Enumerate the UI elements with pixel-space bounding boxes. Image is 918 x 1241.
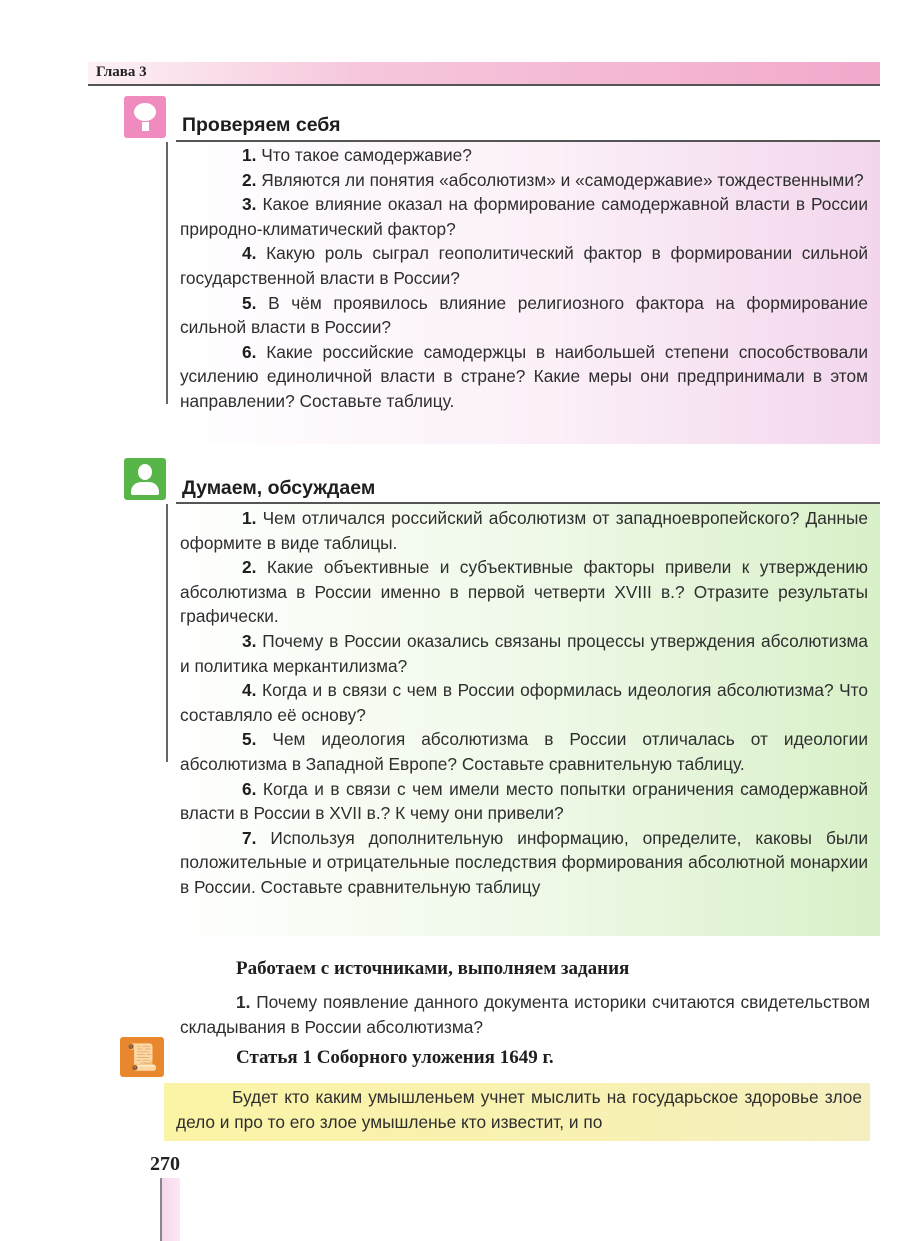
list-item: 6. Когда и в связи с чем имели место попытки ограничения самодержавной власти в России в XVII в.? К чему они привели? <box>180 778 868 824</box>
question-mark-icon <box>124 96 166 138</box>
person-icon <box>124 458 166 500</box>
list-item: 2. Являются ли понятия «абсолютизм» и «самодержавие» тождественными? <box>242 169 864 190</box>
chapter-header-rule <box>88 84 880 86</box>
check-title-rule <box>176 140 880 142</box>
page-margin-bar <box>160 1178 180 1241</box>
list-item: 1. Почему появление данного документа историки считаются свидетельством складывания в России абсолютизма? <box>180 992 870 1037</box>
check-section-title: Проверяем себя <box>182 114 341 136</box>
chapter-header-band <box>88 62 880 84</box>
list-item: 5. В чём проявилось влияние религиозного фактора на формирование сильной власти в России? <box>180 292 868 338</box>
list-item: 5. Чем идеология абсолютизма в России отличалась от идеологии абсолютизма в Западной Европе? Составьте сравнительную таблицу. <box>180 729 868 774</box>
discuss-title-rule <box>176 502 880 504</box>
list-item: 3. Какое влияние оказал на формирование самодержавной власти в России природно-климатический фактор? <box>180 194 868 239</box>
list-item: 4. Какую роль сыграл геополитический фактор в формировании сильной государственной власти в России? <box>180 243 868 288</box>
list-item: 1. Что такое самодержавие? <box>242 145 472 165</box>
discuss-section-title: Думаем, обсуждаем <box>182 477 376 499</box>
page-number: 270 <box>150 1153 180 1175</box>
list-item: 1. Чем отличался российский абсолютизм от западноевропейского? Данные оформите в виде таблицы. <box>180 508 868 553</box>
chapter-label: Глава 3 <box>96 64 147 80</box>
list-item: 2. Какие объективные и субъективные факторы привели к утверждению абсолютизма в России именно в первой четверти XVIII в.? Отразите результаты графически. <box>180 557 868 627</box>
check-panel-border <box>166 142 168 404</box>
page-margin-bar-edge <box>160 1178 162 1241</box>
discuss-panel-border <box>166 504 168 762</box>
list-item: 6. Какие российские самодержцы в наибольшей степени способствовали усилению единоличной власти в стране? Какие меры они предпринимали в этом направлении? Составьте таблицу. <box>180 341 868 411</box>
list-item: 7. Используя дополнительную информацию, определите, каковы были положительные и отрицательные последствия формирования абсолютной монархии в России. Составьте сравнительную таблицу <box>180 827 868 897</box>
list-item: 4. Когда и в связи с чем в России оформилась идеология абсолютизма? Что составляло её основу? <box>180 680 868 725</box>
check-question-list <box>180 143 868 414</box>
scroll-document-icon: 📜 <box>120 1037 164 1077</box>
discuss-question-list <box>180 506 868 900</box>
sources-question <box>180 990 870 1039</box>
sources-section-title: Работаем с источниками, выполняем задания <box>236 958 630 979</box>
document-quote: Будет кто каким умышленьем учнет мыслить на государьское здоровье злое дело и про то его злое умышленье кто известит, и по <box>176 1087 862 1132</box>
document-title: Статья 1 Соборного уложения 1649 г. <box>236 1047 554 1068</box>
list-item: 3. Почему в России оказались связаны процессы утверждения абсолютизма и политика меркантилизма? <box>180 630 868 676</box>
